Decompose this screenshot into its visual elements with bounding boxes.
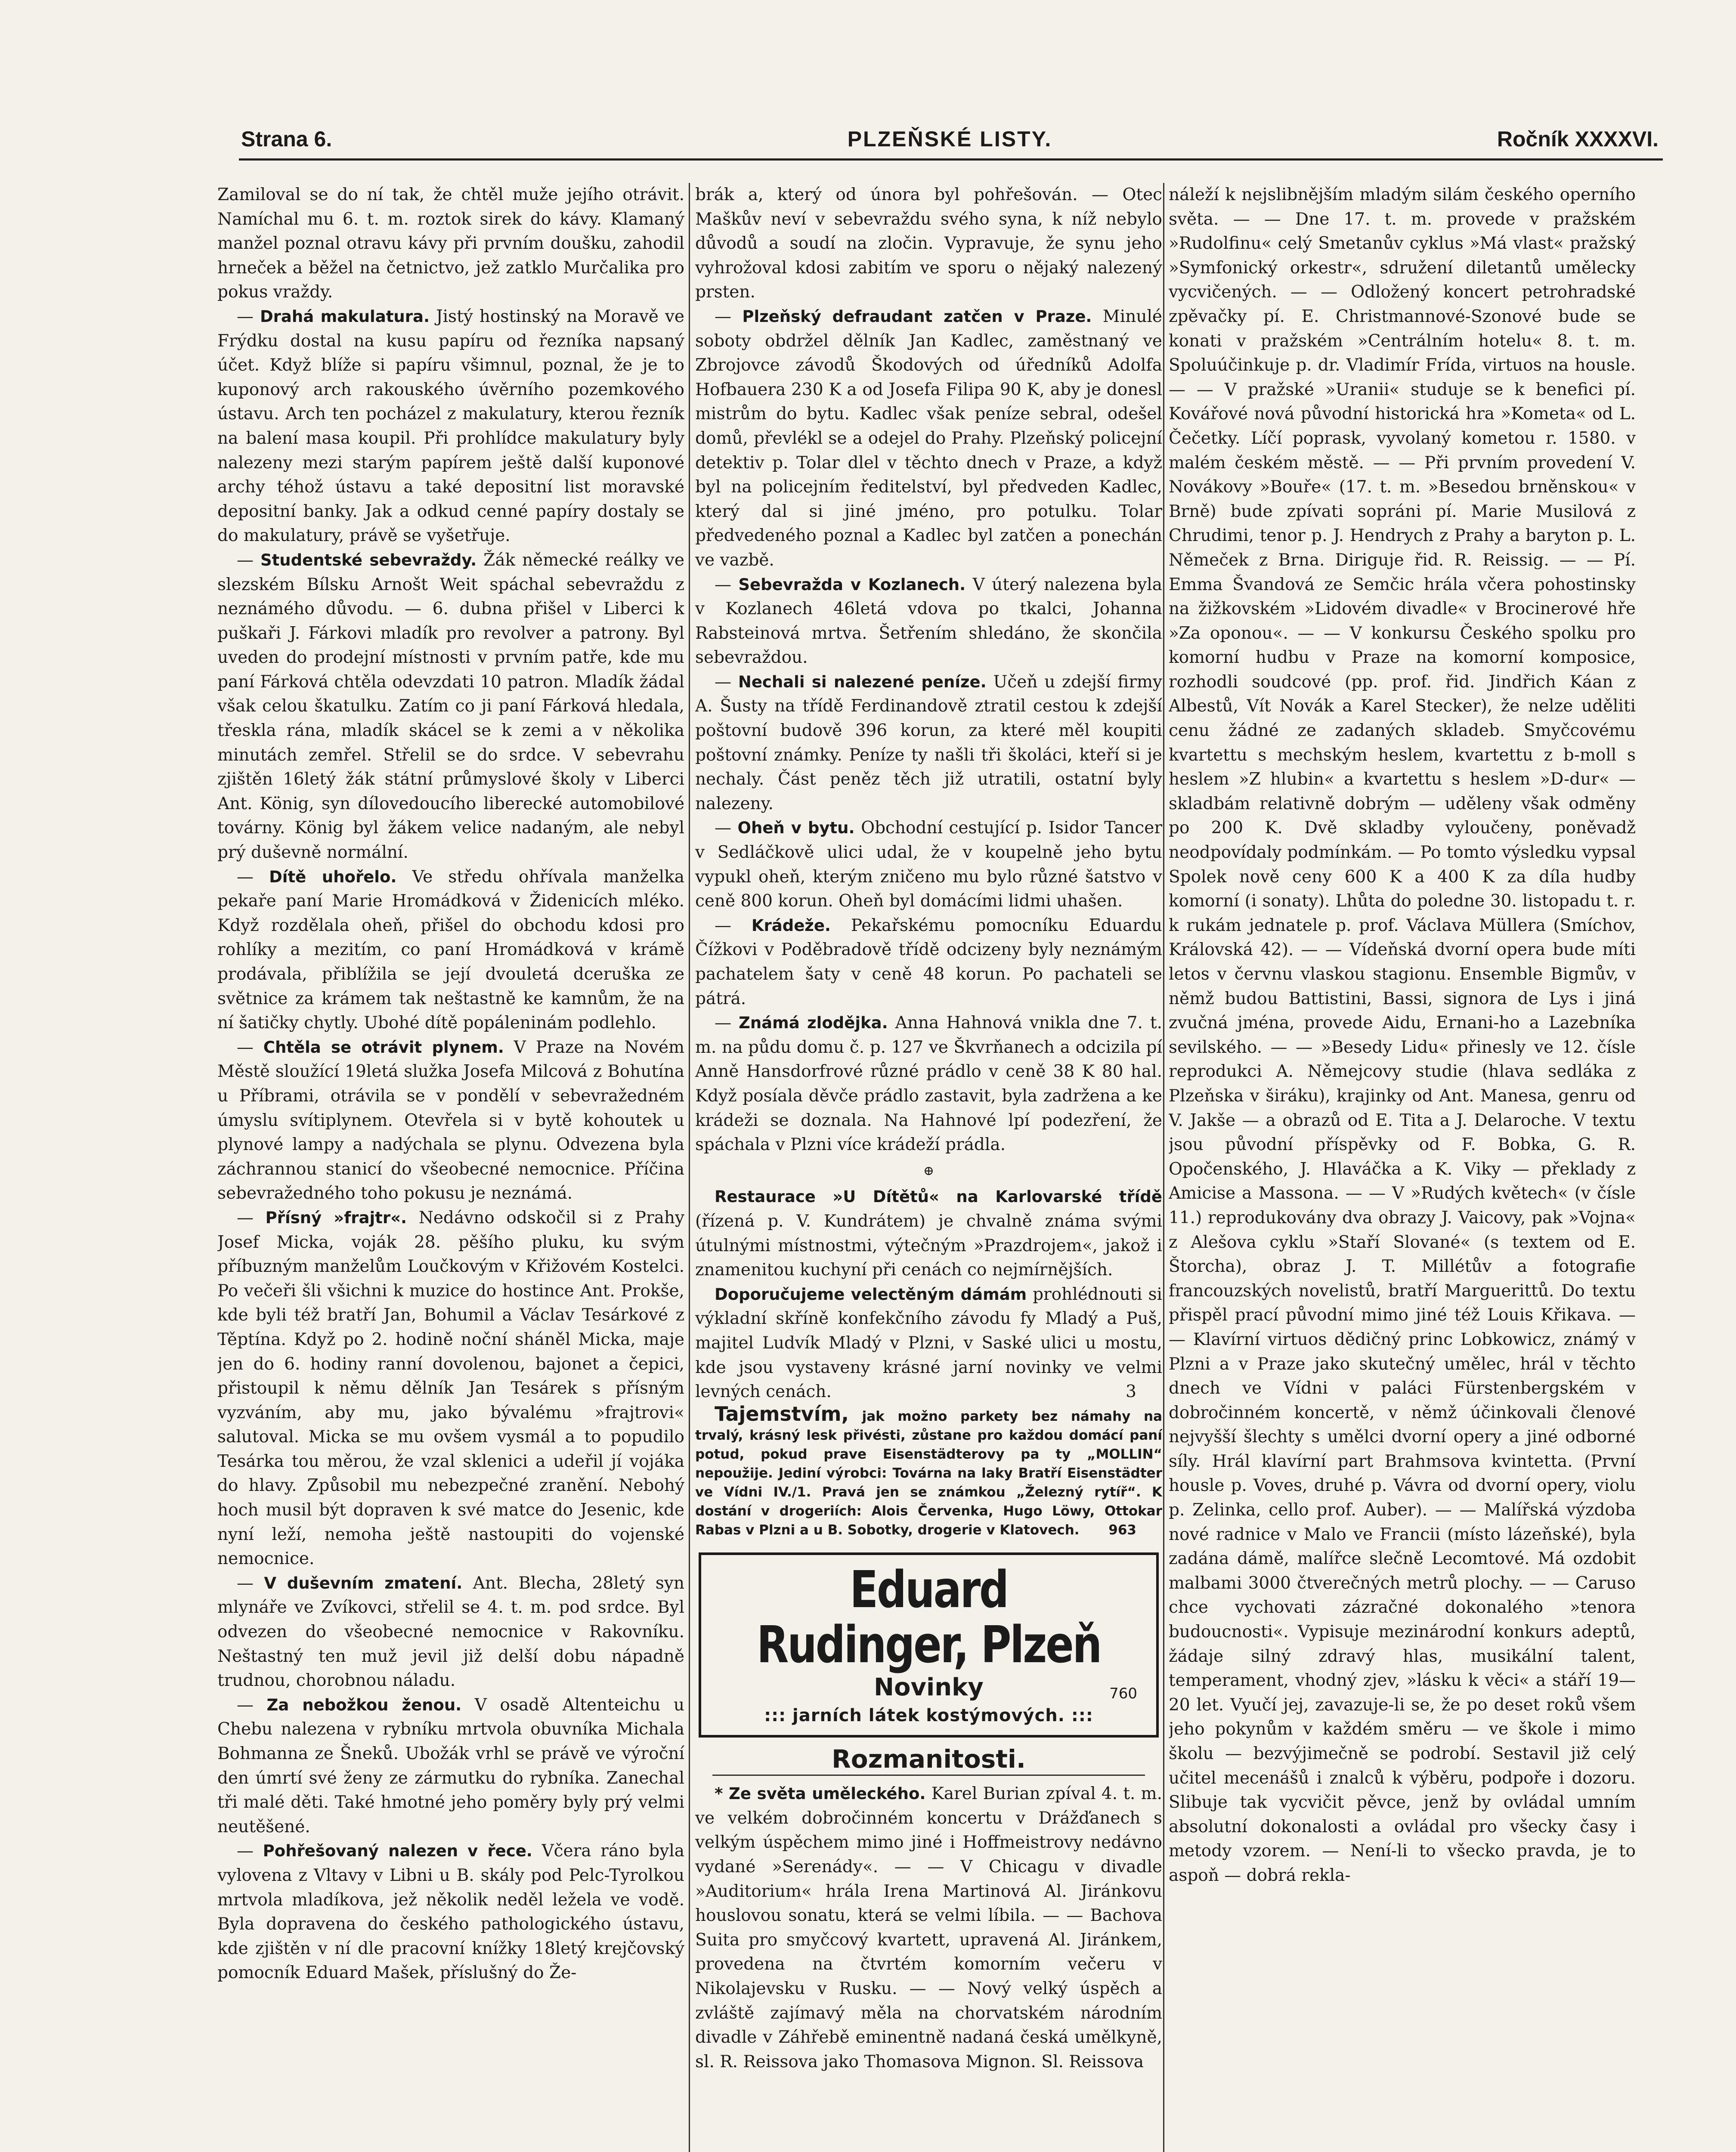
notice-text: prohlédnouti si výkladní skříně konfekčního závodu fy Mladý a Puš, majitel Ludvík Mladý v Plzni, v Saské ulici u mostu, kde jsou vystaveny krásné jarní novinky ve velmi levných cenách. (695, 1284, 1162, 1402)
article-headline: Krádeže. (751, 916, 831, 935)
column-2 (695, 183, 1162, 2152)
article: — Studentské sebevraždy. Žák německé reálky ve slezském Bílsku Arnošt Weit spáchal sebevraždu z neznámého důvodu. — 6. dubna přišel v Liberci k puškaři J. Fárkovi mladík pro revolver a patrony. Byl uveden do prodejní místnosti v prvním patře, kde mu paní Fárková chtěla odevzdati 10 patron. Mladík žádal však celou škatulku. Zatím co ji paní Fárková hledala, třeskla rána, mladík skácel se k zemi a v několika minutách zemřel. Střelil se do srdce. V sebevrahu zjištěn 16letý žák státní průmyslové školy v Liberci Ant. König, syn dílovedoucího liberecké automobilové továrny. König byl žákem velice nadaným, ale nebyl prý duševně normální. (217, 550, 684, 863)
article: — Pohřešovaný nalezen v řece. Včera ráno byla vylovena z Vltavy v Libni u B. skály pod Pelc-Tyrolkou mrtvola mladíkova, jež několik neděl ležela ve vodě. Byla dopravena do českého pathologického ústavu, kde zjištěn v ní dle pracovní knížky 18letý krejčovský pomocník Eduard Mašek, příslušný do Že- (217, 1841, 684, 1983)
header-rule (239, 158, 1663, 161)
article: — Nechali si nalezené peníze. Učeň u zdejší firmy A. Šusty na třídě Ferdinandově ztratil cestou k zdejší poštovní budově 396 korun, za které měl koupiti poštovní známky. Peníze ty našli tři školáci, kteří si je nechaly. Část peněz těch již utratili, ostatní byly nalezeny. (695, 672, 1162, 813)
article-text: V osadě Altenteichu u Chebu nalezena v rybníku mrtvola obuvníka Michala Bohmanna ze Šneků. Ubožák vrhl se právě ve výroční den úmrtí své ženy ze zármutku do rybníka. Zanechal tři malé děti. Také hmotné jeho poměry byly prý velmi neutěšené. (217, 1695, 684, 1837)
column-3 (1169, 183, 1636, 2152)
article: — Krádeže. Pekařskému pomocníku Eduardu Čížkovi v Poděbradově třídě odcizeny byly neznámým pachatelem šaty v ceně 48 korun. Po pachateli se pátrá. (695, 915, 1162, 1008)
article (695, 1782, 1162, 2074)
article-text: Ant. Blecha, 28letý syn mlynáře ve Zvíkovci, střelil se 4. t. m. pod srdce. Byl odvezen do všeobecné nemocnice v Rakovníku. Neštastný ten muž jevil již delší dobu nápadně trudnou, chorobnou náladu. (217, 1573, 684, 1691)
article: — V duševním zmatení. Ant. Blecha, 28letý syn mlynáře ve Zvíkovci, střelil se 4. t. m. pod srdce. Byl odvezen do všeobecné nemocnice v Rakovníku. Neštastný ten muž jevil již delší dobu nápadně trudnou, chorobnou náladu. (217, 1573, 684, 1691)
ad-number: 3 (1126, 1382, 1136, 1402)
article-text: Nedávno odskočil si z Prahy Josef Micka, voják 28. pěšího pluku, ku svým příbuzným manželům Loučkovým v Křižovém Kostelci. Po večeři šli všichni k muzice do hostince Ant. Prokše, kde byli též bratří Jan, Bohumil a Václav Tesárkové z Těptína. Když po 2. hodině noční sháněl Micka, maje jen do 6. hodiny ranní dovolenou, bajonet a čepici, přistoupil k němu dělník Jan Tesárek s přísným vyzváním, aby mu, jako bývalému »frajtrovi« salutoval. Micka se mu ovšem vysmál a to popudilo Tesárka tou měrou, že vzal sklenici a udeřil jí vojáka do hlavy. Způsobil mu nebezpečné zranění. Nebohý hoch musil být dopraven k své matce do Jesenic, kde nyní leží, nemoha ještě nastoupiti do vojenské nemocnice. (217, 1208, 684, 1569)
article-text: Učeň u zdejší firmy A. Šusty na třídě Ferdinandově ztratil cestou k zdejší poštovní budově 396 korun, za které měl koupiti poštovní známky. Peníze ty našli tři školáci, kteří si je nechaly. Část peněz těch již utratili, ostatní byly nalezeny. (695, 672, 1162, 813)
advertisement-mollin (695, 1404, 1162, 1540)
article-headline: Nechali si nalezené peníze. (738, 672, 987, 691)
notice (695, 1185, 1162, 1282)
advertisement-rudinger (699, 1552, 1159, 1738)
article-headline: * Ze světa uměleckého. (715, 1784, 926, 1803)
ad-number: 963 (1108, 1522, 1136, 1538)
article-headline: Studentské sebevraždy. (260, 550, 477, 569)
divider-ornament: ⊕ (923, 1163, 935, 1178)
section-rule (712, 1775, 1145, 1776)
article: — Drahá makulatura. Jistý hostinský na Moravě ve Frýdku dostal na kusu papíru od řezníka napsaný účet. Když blíže si papíru všimnul, poznal, že je to kuponový arch rakouského úvěrního pozemkového ústavu. Arch ten pocházel z makulatury, kterou řezník na balení masa koupil. Při prohlídce makulatury byly nalezeny mezi starým papírem ještě další kuponové archy téhož ústavu a také depositní list moravské depositní banky. Jak a odkud cenné papíry dostaly se do makulatury, právě se vyšetřuje. (217, 306, 684, 546)
article-headline: Pohřešovaný nalezen v řece. (263, 1842, 532, 1861)
notice-headline: Restaurace »U Dítětů« na Karlovarské třídě (715, 1187, 1162, 1206)
article-text: Minulé soboty obdržel dělník Jan Kadlec, zaměstnaný ve Zbrojovce závodů Škodových od úředníků Adolfa Hofbauera 230 K a od Josefa Filipa 90 K, aby je donesl mistrům do bytu. Kadlec však peníze sebral, odešel domů, převlékl se a odejel do Prahy. Plzeňský policejní detektiv p. Tolar dlel v těchto dnech v Praze, a když byl na policejním ředitelství, byl předveden Kadlec, který dal si jiné jméno, pro potulku. Tolar předvedeného poznal a Kadlec byl zatčen a ponechán ve vazbě. (695, 306, 1162, 570)
article-text: brák a, který od února byl pohřešován. — Otec Maškův neví v sebevraždu svého syna, k níž nebylo důvodů a soudí na zločin. Vypravuje, že synu jeho vyhrožoval kdosi zabitím ve sporu o nějaký nalezený prsten. (695, 185, 1162, 302)
column-divider-2 (1163, 183, 1164, 2152)
article: — Za nebožkou ženou. V osadě Altenteichu u Chebu nalezena v rybníku mrtvola obuvníka Michala Bohmanna ze Šneků. Ubožák vrhl se právě ve výroční den úmrtí své ženy ze zármutku do rybníka. Zanechal tři malé děti. Také hmotné jeho poměry byly prý velmi neutěšené. (217, 1695, 684, 1837)
article: — Přísný »frajtr«. Nedávno odskočil si z Prahy Josef Micka, voják 28. pěšího pluku, ku svým příbuzným manželům Loučkovým v Křižovém Kostelci. Po večeři šli všichni k muzice do hostince Ant. Prokše, kde byli též bratří Jan, Bohumil a Václav Tesárkové z Těptína. Když po 2. hodině noční sháněl Micka, maje jen do 6. hodiny ranní dovolenou, bajonet a čepici, přistoupil k němu dělník Jan Tesárek s přísným vyzváním, aby mu, jako bývalému »frajtrovi« salutoval. Micka se mu ovšem vysmál a to popudilo Tesárka tou měrou, že vzal sklenici a udeřil jí vojáka do hlavy. Způsobil mu nebezpečné zranění. Nebohý hoch musil být dopraven k své matce do Jesenic, kde nyní leží, nemoha ještě nastoupiti do vojenské nemocnice. (217, 1208, 684, 1569)
article-headline: Chtěla se otrávit plynem. (263, 1038, 504, 1057)
notice (695, 1283, 1162, 1404)
article-headline: Za nebožkou ženou. (266, 1695, 462, 1714)
article-text: Anna Hahnová vnikla dne 7. t. m. na půdu domu č. p. 127 ve Škvrňanech a odcizila pí Anně Hansdorfrové různé prádlo v ceně 38 K 80 hal. Když posíala děvče prádlo zastavit, byla zadržena a ke krádeži se doznala. Na Hahnové lpí podezření, že spáchala v Plzni více krádeží prádla. (695, 1013, 1162, 1155)
article: — Chtěla se otrávit plynem. V Praze na Novém Městě sloužící 19letá služka Josefa Milcová z Bohutína u Příbrami, otrávila se v pondělí v sebevražedném úmyslu svítiplynem. Otevřela si v bytě kohoutek u plynové lampy a nadýchala se plynu. Odvezena byla záchrannou stanicí do všeobecné nemocnice. Příčina sebevražedného toho pokusu je neznámá. (217, 1037, 684, 1203)
article-text: Jistý hostinský na Moravě ve Frýdku dostal na kusu papíru od řezníka napsaný účet. Když blíže si papíru všimnul, poznal, že je to kuponový arch rakouského úvěrního pozemkového ústavu. Arch ten pocházel z makulatury, kterou řezník na balení masa koupil. Při prohlídce makulatury byly nalezeny mezi starým papírem ještě další kuponové archy téhož ústavu a také depositní list moravské depositní banky. Jak a odkud cenné papíry dostaly se do makulatury, právě se vyšetřuje. (217, 306, 684, 546)
page-number: Strana 6. (241, 127, 332, 151)
article-headline: Drahá makulatura. (260, 307, 430, 326)
article-headline: V duševním zmatení. (264, 1574, 463, 1592)
ad-tagline: ::: jarních látek kostýmových. ::: (764, 1705, 1093, 1725)
article-headline: Oheň v bytu. (737, 819, 855, 838)
article-headline: Dítě uhořelo. (269, 867, 397, 886)
section-title: Rozmanitosti. (832, 1744, 1026, 1774)
article-text: Karel Burian zpíval 4. t. m. ve velkém dobročinném koncertu v Drážďanech s velkým úspěchem mimo jiné i Hoffmeistrovy nedávno vydané »Serenády«. — — V Chicagu v divadle »Auditorium« hrála Irena Martinová Al. Jiránkovu houslovou sonatu, která se velmi líbila. — — Bachova Suita pro smyčcový kvartett, upravená Al. Jiránkem, provedena na čtvrtém komorním večeru v Nikolajevsku v Rusku. — — Nový velký úspěch a zvláště zajímavý měla na chorvatském národním divadle v Záhřebě eminentně nadaná česká umělkyně, sl. R. Reissova jako Thomasova Mignon. Sl. Reissova (695, 1784, 1162, 2072)
article: — Plzeňský defraudant zatčen v Praze. Minulé soboty obdržel dělník Jan Kadlec, zaměstnaný ve Zbrojovce závodů Škodových od úředníků Adolfa Hofbauera 230 K a od Josefa Filipa 90 K, aby je donesl mistrům do bytu. Kadlec však peníze sebral, odešel domů, převlékl se a odejel do Prahy. Plzeňský policejní detektiv p. Tolar dlel v těchto dnech v Praze, a když byl na policejním ředitelství, byl předveden Kadlec, který dal si jiné jméno, pro potulku. Tolar předvedeného poznal a Kadlec byl zatčen a ponechán ve vazbě. (695, 306, 1162, 570)
newspaper-title: PLZEŇSKÉ LISTY. (847, 127, 1052, 151)
volume-number: Ročník XXXXVI. (1497, 127, 1659, 151)
article-headline: Známá zlodějka. (739, 1014, 888, 1033)
page-header (241, 121, 1659, 156)
column-divider-1 (689, 183, 690, 2152)
article: — Dítě uhořelo. Ve středu ohřívala manželka pekaře paní Marie Hromádková v Židenicích mléko. Když rozdělala oheň, přišel do obchodu kdosi pro rohlíky a mezitím, co paní Hromádková v krámě prodávala, přiblížila se její dvouletá dceruška ze světnice za krámem tak neštastně ke kamnům, že na ní šatičky chytly. Ubohé dítě popáleninám podlehlo. (217, 867, 684, 1033)
ad-subtitle: Novinky (874, 1673, 984, 1701)
article-text: V úterý nalezena byla v Kozlanech 46letá vdova po tkalci, Johanna Rabsteinová mrtva. Šetřením shledáno, že skončila sebevraždou. (695, 575, 1162, 668)
article-text: Obchodní cestující p. Isidor Tancer v Sedláčkově ulici udal, že v koupelně jeho bytu vypukl oheň, kterým zničeno mu bylo různé šatstvo v ceně 800 korun. Oheň byl domácími lidmi uhašen. (695, 818, 1162, 911)
ad-line (707, 1672, 1150, 1703)
article-headline: Sebevražda v Kozlanech. (738, 575, 966, 594)
notice-text: (řízená p. V. Kundrátem) je chvalně známa svými útulnými místnostmi, výtečným »Prazdrojem«, jakož i znamenitou kuchyní při cenách co nejmírnějších. (695, 1211, 1162, 1280)
ad-company-name: Eduard Rudinger, Plzeň (756, 1559, 1101, 1674)
notice-headline: Doporučujeme velectěným dámám (715, 1285, 1027, 1304)
article: — Sebevražda v Kozlanech. V úterý nalezena byla v Kozlanech 46letá vdova po tkalci, Johanna Rabsteinová mrtva. Šetřením shledáno, že skončila sebevraždou. (695, 575, 1162, 668)
article: — Známá zlodějka. Anna Hahnová vnikla dne 7. t. m. na půdu domu č. p. 127 ve Škvrňanech a odcizila pí Anně Hansdorfrové různé prádlo v ceně 38 K 80 hal. Když posíala děvče prádlo zastavit, byla zadržena a ke krádeži se doznala. Na Hahnové lpí podezření, že spáchala v Plzni více krádeží prádla. (695, 1013, 1162, 1155)
article: — Oheň v bytu. Obchodní cestující p. Isidor Tancer v Sedláčkově ulici udal, že v koupelně jeho bytu vypukl oheň, kterým zničeno mu bylo různé šatstvo v ceně 800 korun. Oheň byl domácími lidmi uhašen. (695, 818, 1162, 911)
ad-text: jak možno parkety bez námahy na trvalý, krásný lesk přivésti, zůstane pro každou domácí paní potud, pokud prave Eisenstädterovy pa ty „MOLLIN“ nepoužije. Jediní výrobci: Továrna na laky Bratří Eisenstädter ve Vídni IV./1. Pravá jen se známkou „Železný rytíř“. K dostání v drogeriích: Alois Červenka, Hugo Löwy, Ottokar Rabas v Plzni a u B. Sobotky, drogerie v Klatovech. (695, 1408, 1162, 1538)
article-text: V Praze na Novém Městě sloužící 19letá služka Josefa Milcová z Bohutína u Příbrami, otrávila se v pondělí v sebevražedném úmyslu svítiplynem. Otevřela si v bytě kohoutek u plynové lampy a nadýchala se plynu. Odvezena byla záchrannou stanicí do všeobecné nemocnice. Příčina sebevražedného toho pokusu je neznámá. (217, 1037, 684, 1203)
article-headline: Plzeňský defraudant zatčen v Praze. (742, 307, 1092, 326)
article-text: Včera ráno byla vylovena z Vltavy v Libni u B. skály pod Pelc-Tyrolkou mrtvola mladíkova, jež několik neděl ležela ve vodě. Byla dopravena do českého pathologického ústavu, kde zjištěn v ní dle pracovní knížky 18letý krejčovský pomocník Eduard Mašek, příslušný do Že- (217, 1841, 684, 1983)
article-text: Žák německé reálky ve slezském Bílsku Arnošt Weit spáchal sebevraždu z neznámého důvodu. — 6. dubna přišel v Liberci k puškaři J. Fárkovi mladík pro revolver a patrony. Byl uveden do prodejní místnosti v prvním patře, kde mu paní Fárková chtěla odevzdati 10 patron. Mladík žádal však celou škatulku. Zatím co ji paní Fárková hledala, třeskla rána, mladík skácel se k zemi a v několika minutách zemřel. Střelil se do srdce. V sebevrahu zjištěn 16letý žák státní průmyslové školy v Liberci Ant. König, syn dílovedoucího liberecké automobilové továrny. König byl žákem velice nadaným, ale nebyl prý duševně normální. (217, 550, 684, 863)
article-text: Ve středu ohřívala manželka pekaře paní Marie Hromádková v Židenicích mléko. Když rozdělala oheň, přišel do obchodu kdosi pro rohlíky a mezitím, co paní Hromádková v krámě prodávala, přiblížila se její dvouletá dceruška ze světnice za krámem tak neštastně ke kamnům, že na ní šatičky chytly. Ubohé dítě popáleninám podlehlo. (217, 867, 684, 1033)
article-text: Zamiloval se do ní tak, že chtěl muže jejího otrávit. Namíchal mu 6. t. m. roztok sirek do kávy. Klamaný manžel poznal otravu kávy při prvním doušku, zahodil hrneček a běžel na četnictvo, jež zatklo Murčalika pro pokus vraždy. (217, 185, 684, 302)
article-text: náleží k nejslibnějším mladým silám českého operního světa. — — Dne 17. t. m. provede v pražském »Rudolfinu« celý Smetanův cyklus »Má vlast« pražský »Symfonický orkestr«, sdružení diletantů umělecky vycvičených. — — Odložený koncert petrohradské zpěvačky pí. E. Christmannové-Szonové bude se konati v pražském »Centrálním hotelu« 8. t. m. Spoluúčinkuje p. dr. Vladimír Frída, virtuos na housle. — — V pražské »Uranii« studuje se k benefici pí. Kovářové nová původní historická hra »Kometa« od L. Čečetky. Líčí poprask, vyvolaný kometou r. 1580. v malém českém městě. — — Při prvním provedení V. Novákovy »Bouře« (17. t. m. »Besedou brněnskou« v Brně) bude zpívati sopráni pí. Marie Musilová z Chrudimi, tenor p. J. Hendrych z Prahy a baryton p. L. Němeček z Brna. Diriguje řid. R. Reissig. — — Pí. Emma Švandová ze Semčic hrála včera pohostinsky na žižkovském »Lidovém divadle« v Brocinerové hře »Za oponou«. — — V konkursu Českého spolku pro komorní hudbu v Praze na komorní komposice, rozhodli soudcové (pp. prof. řid. Jindřich Káan z Albestů, Vít Novák a Karel Stecker), že nelze uděliti cenu žádné ze zadaných skladeb. Smyčcovému kvartettu s mechským heslem, kvartettu z b-moll s heslem »Z hlubin« a kvartettu s heslem »D-dur« — skladbám relativně dobrým — uděleny však odměny po 200 K. Dvě skladby vyloučeny, poněvadž neodpovídaly podmínkám. — Po tomto výsledku vypsal Spolek nově ceny 600 K a 400 K za díla hudby komorní (i sonaty). Lhůta do poledne 30. listopadu t. r. k rukám jednatele p. prof. Václava Müllera (Smíchov, Královská 42). — — Vídeňská dvorní opera bude míti letos v červnu vlaskou stagionu. Ensemble Bigmův, v němž budou Battistini, Bassi, signora de Lys i jiná zvučná jména, provede Aidu, Ernani-ho a Lazebníka sevilského. — — »Besedy Lidu« přinesly ve 12. čísle reprodukci A. Němejcovy studie (hlava sedláka z Plzeňska v širáku), krajinky od Ant. Manesa, genru od V. Jakše — a obrazů od E. Tita a J. Delaroche. V textu jsou původní příspěvky od F. Bobka, G. R. Opočenského, J. Hlaváčka a K. Viky — překlady z Amicise a Massona. — — V »Rudých květech« (v čísle 11.) reprodukovány dva obrazy J. Vaicovy, pak »Vojna« z Alešova cyklu »Staří Slované« (s textem od E. Štorcha), obraz J. T. Millétův a fotografie francouzských novelistů, bratří Marguerittů. Do textu přispěl prací původní mimo jiné též Louis Křikava. — — Klavírní virtuos dědičný princ Lobkowicz, známý v Plzni a v Praze jako skutečný umělec, hrál v těchto dnech ve Vídni v paláci Fürstenbergském v dobročinném koncertě, v němž účinkovali členové nejvyšší šlechty s umělci dvorní opery a jiné odborné síly. Hrál klavírní part Brahmsova kvintetta. (První housle p. Voves, druhé p. Vávra od dvorní opery, violu p. Zelinka, cello prof. Auber). — — Malířská výzdoba nové radnice v Malo ve Francii (místo lázeňské), byla zadána dámě, malířce slečně Lecomtové. Má ozdobit malbami 3000 čtverečných metrů plochy. — — Caruso chce vychovati zázračné dokonalého »tenora budoucnosti«. Vypisuje mezinárodní konkurs adeptů, žádaje silný zdravý hlas, musikální talent, temperament, vhodný zjev, »lásku k věci« a stáří 19—20 let. Vyučí jej, zavazuje-li se, že po deset roků všem jeho pokynům v každém směru — ve škole i mimo školu — bezvýjimečně se podrobí. Sestavil již celý učitel mecenášů i znalců k výběru, podpoře i dozoru. Slibuje tak vycvičit pěvce, jenž by ovládal umním absolutní dokonalosti a ovládal pro všecky časy i metody vzorem. — Není-li to všecko pravda, je to aspoň — dobrá rekla- (1169, 185, 1636, 1885)
column-1 (217, 183, 684, 2152)
article-headline: Přísný »frajtr«. (265, 1208, 407, 1227)
ad-headline: Tajemstvím, (715, 1402, 849, 1425)
ad-number: 760 (1109, 1685, 1137, 1702)
article-text: Pekařskému pomocníku Eduardu Čížkovi v Poděbradově třídě odcizeny byly neznámým pachatelem šaty v ceně 48 korun. Po pachateli se pátrá. (695, 915, 1162, 1008)
